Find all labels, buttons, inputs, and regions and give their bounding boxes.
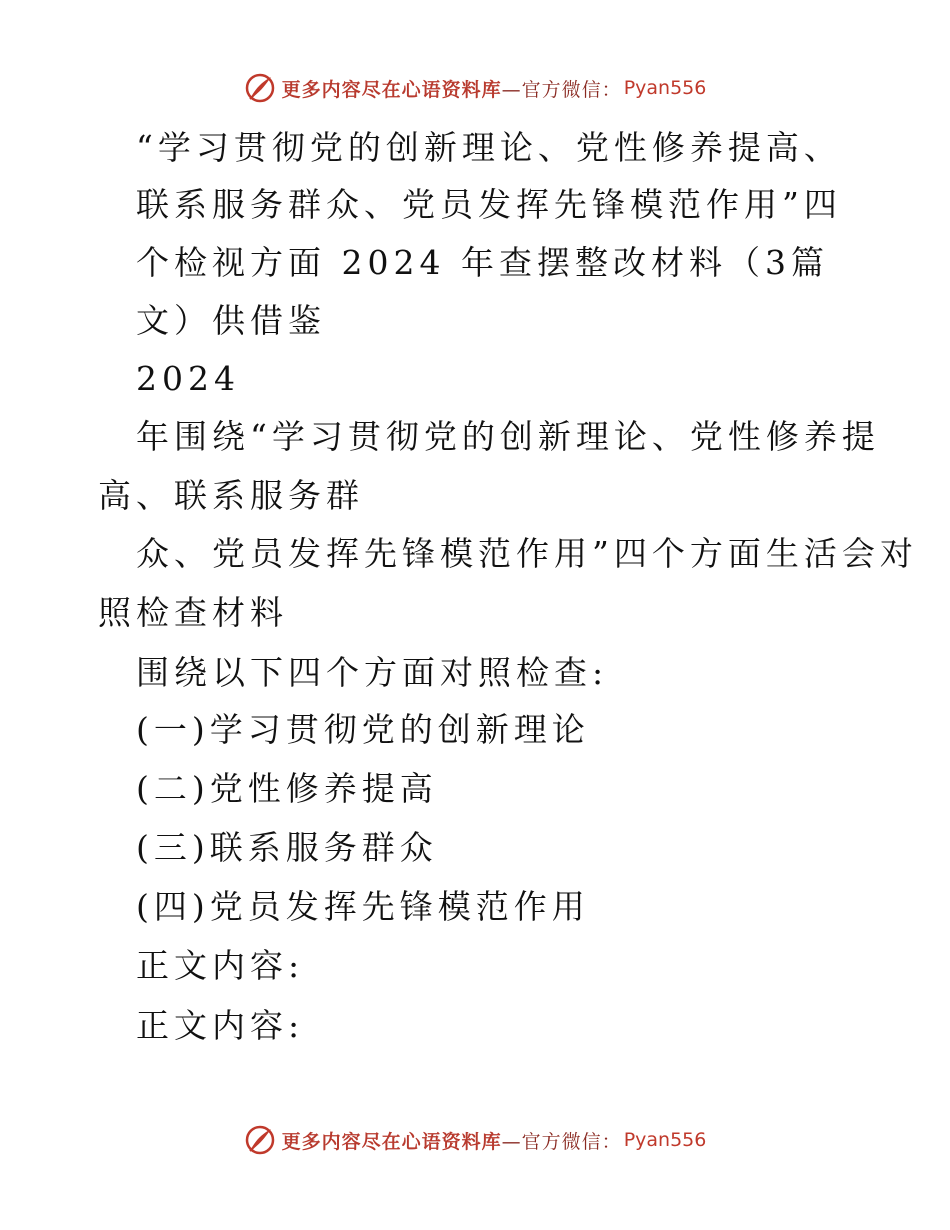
- list-item-2: (二)党性修养提高: [136, 769, 438, 808]
- watermark-sub-text: —官方微信：: [501, 1130, 622, 1153]
- subtitle-line-1: 年围绕“学习贯彻党的创新理论、党性修养提: [136, 417, 880, 456]
- list-item-1: (一)学习贯彻党的创新理论: [136, 710, 590, 749]
- watermark-wechat-id: Pyan556: [623, 1129, 707, 1151]
- subtitle-line-3: 众、党员发挥先锋模范作用”四个方面生活会对: [136, 534, 918, 573]
- subtitle-line-2: 高、联系服务群: [98, 476, 364, 515]
- subtitle-line-4: 照检查材料: [98, 593, 288, 632]
- quill-logo-icon: [244, 1124, 276, 1156]
- watermark-sub-text: —官方微信：: [501, 78, 622, 101]
- quill-logo-icon: [244, 72, 276, 104]
- footer-watermark: [0, 1124, 950, 1156]
- watermark-main-text: 更多内容尽在心语资料库: [281, 1130, 502, 1153]
- title-line-4: 文）供借鉴: [136, 301, 326, 340]
- watermark-main-text: 更多内容尽在心语资料库: [281, 78, 502, 101]
- body-heading-1: 正文内容:: [136, 946, 305, 985]
- title-line-3: 个检视方面 2024 年查摆整改材料（3篇: [136, 243, 829, 282]
- list-item-4: (四)党员发挥先锋模范作用: [136, 887, 590, 926]
- title-line-2: 联系服务群众、党员发挥先锋模范作用”四: [136, 185, 842, 224]
- list-item-3: (三)联系服务群众: [136, 828, 438, 867]
- title-line-1: “学习贯彻党的创新理论、党性修养提高、: [136, 128, 842, 167]
- intro-line: 围绕以下四个方面对照检查:: [136, 653, 609, 692]
- year-line: 2024: [136, 359, 240, 398]
- body-heading-2: 正文内容:: [136, 1006, 305, 1045]
- watermark-wechat-id: Pyan556: [623, 77, 707, 99]
- header-watermark: [0, 72, 950, 104]
